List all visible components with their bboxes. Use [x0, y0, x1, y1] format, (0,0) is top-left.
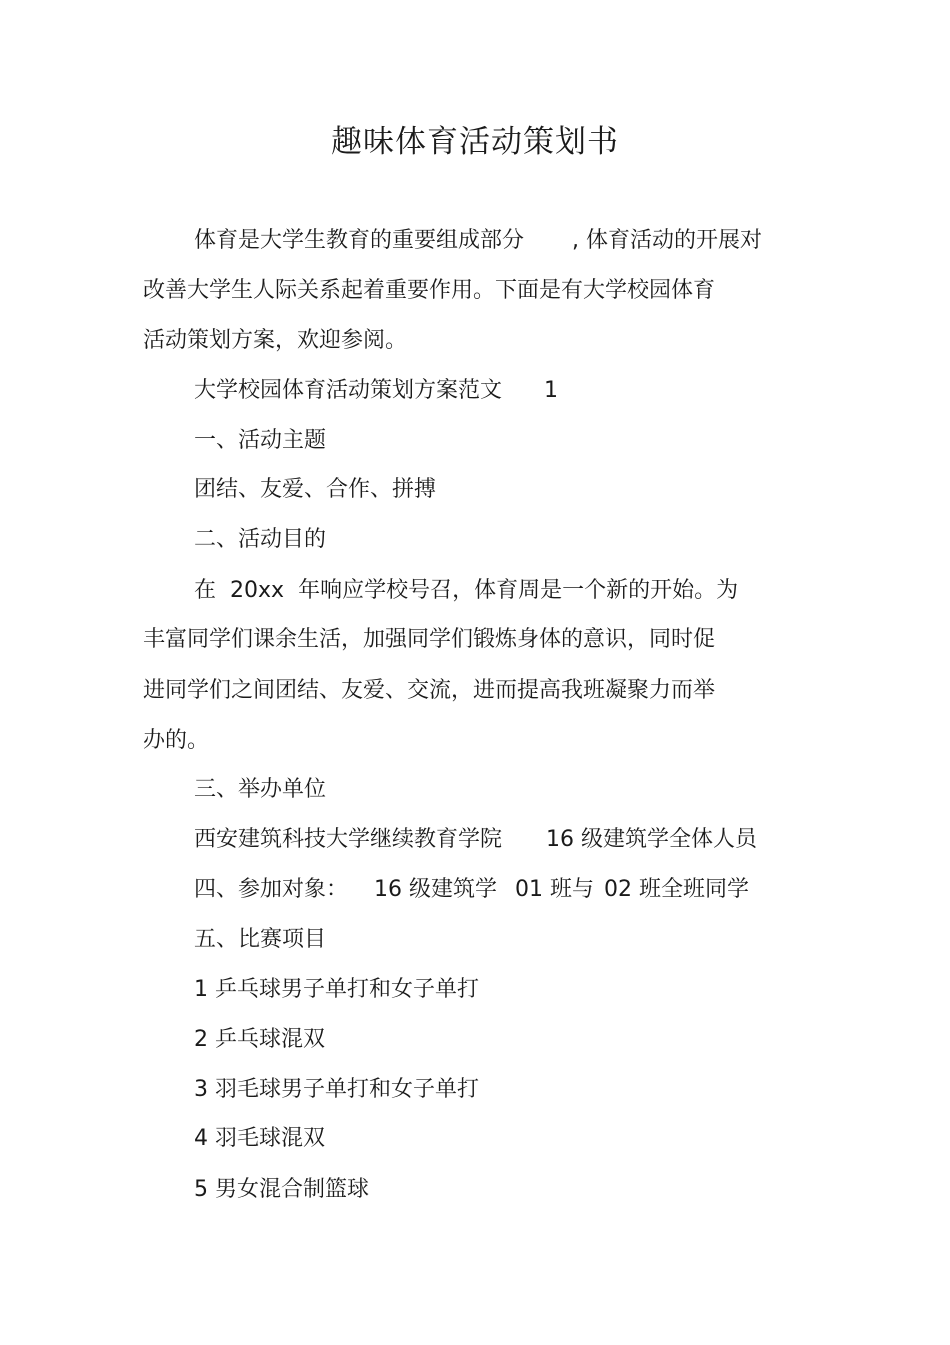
intro-line-1-part-a: 体育是大学生教育的重要组成部分 [194, 228, 525, 253]
section-4-content: 16 级建筑学 [374, 877, 498, 902]
intro-line-2: 改善大学生人际关系起着重要作用。下面是有大学校园体育 [143, 278, 716, 303]
section-1-heading: 一、活动主题 [194, 428, 327, 453]
section-2-para-year: 20xx [230, 578, 285, 603]
section-1-content: 团结、友爱、合作、拼搏 [194, 477, 437, 502]
section-2-para-line-4: 办的。 [143, 728, 210, 753]
document-title: 趣味体育活动策划书 [331, 124, 619, 160]
section-2-heading: 二、活动目的 [194, 527, 327, 552]
section-3-content [194, 825, 757, 855]
event-item: 3 羽毛球男子单打和女子单打 [194, 1077, 479, 1102]
section-5-heading: 五、比赛项目 [194, 927, 327, 952]
intro-line-1 [194, 226, 762, 256]
section-3-organizer: 西安建筑科技大学继续教育学院 [194, 827, 503, 852]
intro-line-1-part-b: , 体育活动的开展对 [572, 228, 763, 253]
section-2-para-line-1 [194, 576, 738, 606]
intro-line-3: 活动策划方案，欢迎参阅。 [143, 328, 408, 353]
sample-heading [194, 376, 558, 406]
section-2-para-line-2: 丰富同学们课余生活，加强同学们锻炼身体的意识，同时促 [143, 627, 716, 652]
section-4-class-2: 02 班全班同学 [604, 877, 750, 902]
sample-heading-number: 1 [544, 378, 559, 403]
section-4-line [194, 875, 749, 905]
event-item: 4 羽毛球混双 [194, 1126, 325, 1151]
sample-heading-text: 大学校园体育活动策划方案范文 [194, 378, 503, 403]
section-3-heading: 三、举办单位 [194, 777, 327, 802]
section-2-para-line-3: 进同学们之间团结、友爱、交流，进而提高我班凝聚力而举 [143, 678, 716, 703]
section-4-label: 四、参加对象： [194, 877, 349, 902]
event-item: 2 乒乓球混双 [194, 1027, 325, 1052]
event-item: 1 乒乓球男子单打和女子单打 [194, 977, 479, 1002]
event-item: 5 男女混合制篮球 [194, 1177, 369, 1202]
section-2-para-prefix: 在 [194, 578, 217, 603]
section-3-participants: 16 级建筑学全体人员 [546, 827, 758, 852]
section-2-para-rest: 年响应学校号召，体育周是一个新的开始。为 [298, 578, 739, 603]
section-4-class-1: 01 班与 [515, 877, 595, 902]
